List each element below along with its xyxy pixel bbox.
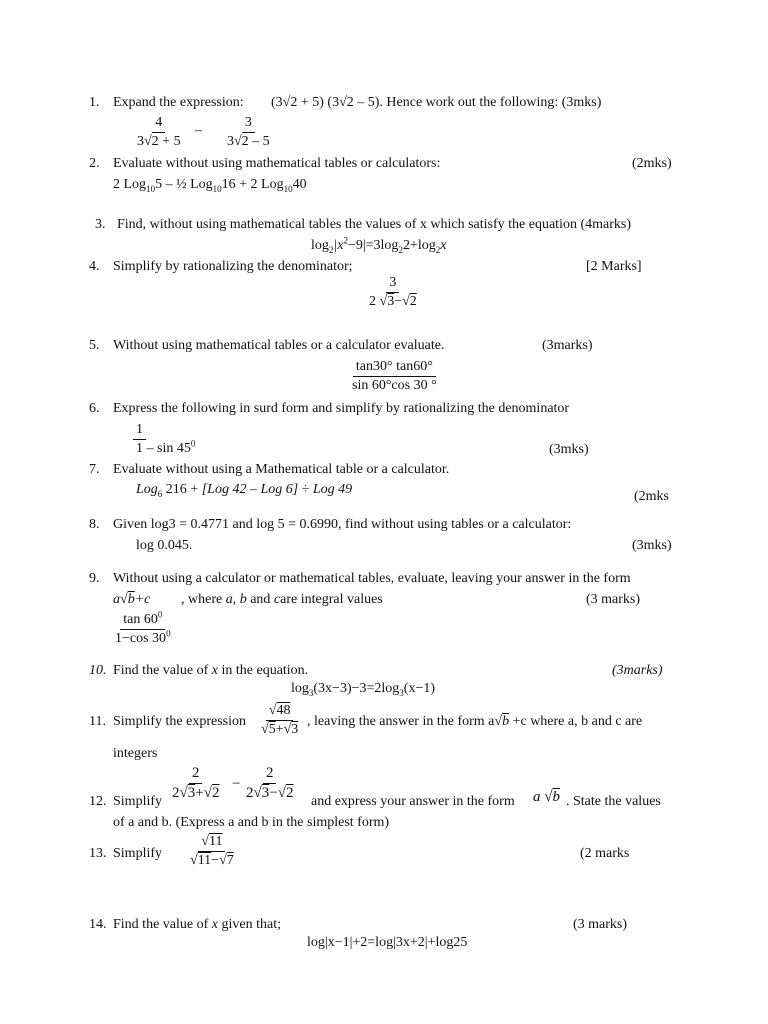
answer-form-note: , where a, b and care integral values bbox=[181, 592, 383, 607]
equation: log|x−1|+2=log|3x+2|+log25 bbox=[307, 935, 468, 950]
fraction: $\frac{3}{2 √3-√2}$ bbox=[369, 275, 417, 309]
question-text: Expand the expression: bbox=[113, 95, 244, 110]
question-text: Given log3 = 0.4771 and log 5 = 0.6990, find without using tables or a calculator: bbox=[113, 517, 572, 532]
question-text: Find, without using mathematical tables the values of x which satisfy the equation (4marks) bbox=[117, 217, 632, 232]
question-text-continued: and express your answer in the form bbox=[311, 794, 515, 809]
fraction: $\frac{1}{1 - \sin 45^0}$ bbox=[133, 423, 198, 456]
question-expression: 2 Log$_{10}$5 – ½ Log$_{10}$16 + 2 Log$_{10}$40 bbox=[113, 177, 307, 194]
question-expression: log 0.045. bbox=[136, 538, 193, 553]
question-number: 10. bbox=[89, 663, 107, 678]
marks: (3 marks) bbox=[573, 917, 628, 932]
question-text-continued: , leaving the answer in the form a√b +c where a, b and c are bbox=[307, 714, 643, 729]
equation: $\log_2|x^2-9|=3\log_22+\log_2x$ bbox=[311, 235, 447, 255]
marks: (2mks) bbox=[632, 156, 672, 171]
question-number: 12. bbox=[89, 794, 107, 809]
question-text: Without using mathematical tables or a calculator evaluate. bbox=[113, 338, 445, 353]
question-number: 3. bbox=[95, 217, 106, 232]
question-text: Simplify the expression bbox=[113, 714, 246, 729]
marks: [2 Marks] bbox=[586, 259, 642, 274]
question-number: 9. bbox=[89, 571, 100, 586]
question-text: Evaluate without using mathematical tables or calculators: bbox=[113, 156, 441, 171]
fraction: $\frac{2}{2√3+√2}$ bbox=[172, 765, 220, 801]
question-text-continued: of a and b. (Express a and b in the simplest form) bbox=[113, 815, 390, 830]
question-number: 4. bbox=[89, 259, 100, 274]
question-text: Find the value of x given that; bbox=[113, 917, 281, 932]
fraction: $\frac{√48}{√5+√3}$ bbox=[261, 703, 299, 737]
question-number: 1. bbox=[89, 95, 100, 110]
question-text: Find the value of x in the equation. bbox=[113, 663, 309, 678]
minus-sign: − bbox=[232, 776, 241, 792]
marks: (3marks) bbox=[612, 663, 663, 678]
fraction: $\frac{\tan 30^\circ \tan 60^\circ}{\sin 60^\circ\cos 30 ^\circ}$ bbox=[352, 359, 437, 393]
question-number: 14. bbox=[89, 917, 107, 932]
question-number: 6. bbox=[89, 401, 100, 416]
fraction: $\frac{\tan 60^0}{1-\cos 30^0}$ bbox=[115, 609, 171, 646]
equation: $\log_3(3x-3)-3=2\log_3(x-1)$ bbox=[291, 681, 436, 698]
minus-sign: – bbox=[195, 123, 202, 138]
question-number: 5. bbox=[89, 338, 100, 353]
question-text-continued: . State the values bbox=[566, 794, 661, 809]
answer-form: a√b+c bbox=[113, 592, 151, 607]
question-number: 13. bbox=[89, 846, 107, 861]
marks: (3 marks) bbox=[586, 592, 641, 607]
marks: (2mks bbox=[634, 489, 669, 504]
question-number: 2. bbox=[89, 156, 100, 171]
question-text: Express the following in surd form and simplify by rationalizing the denominator bbox=[113, 401, 570, 416]
question-text: Simplify bbox=[113, 794, 163, 809]
question-expression: (3√2 + 5) (3√2 – 5). Hence work out the following: (3mks) bbox=[271, 95, 602, 110]
question-text: Simplify bbox=[113, 846, 163, 861]
marks: (3mks) bbox=[549, 442, 589, 457]
marks: (3marks) bbox=[542, 338, 593, 353]
marks: (3mks) bbox=[632, 538, 672, 553]
fraction: $\frac{2}{2√3-√2}$ bbox=[246, 765, 294, 801]
marks: (2 marks bbox=[580, 846, 630, 861]
question-number: 7. bbox=[89, 462, 100, 477]
question-number: 8. bbox=[89, 517, 100, 532]
question-text: Without using a calculator or mathematical tables, evaluate, leaving your answer in the form bbox=[113, 571, 631, 586]
answer-form: a √b bbox=[533, 789, 560, 805]
question-expression: Log$_6$ 216 + [Log 42 – Log 6] ÷ Log 49 bbox=[136, 482, 353, 499]
question-text-continued: integers bbox=[113, 746, 158, 761]
fraction: $\frac{3}{3√2 - 5}$ bbox=[227, 115, 270, 149]
question-text: Evaluate without using a Mathematical table or a calculator. bbox=[113, 462, 450, 477]
fraction: $\frac{4}{3√2 + 5}$ bbox=[137, 115, 181, 149]
question-text: Simplify by rationalizing the denominator; bbox=[113, 259, 353, 274]
fraction: $\frac{√11}{√11-√7}$ bbox=[190, 834, 234, 868]
question-number: 11. bbox=[89, 714, 106, 729]
